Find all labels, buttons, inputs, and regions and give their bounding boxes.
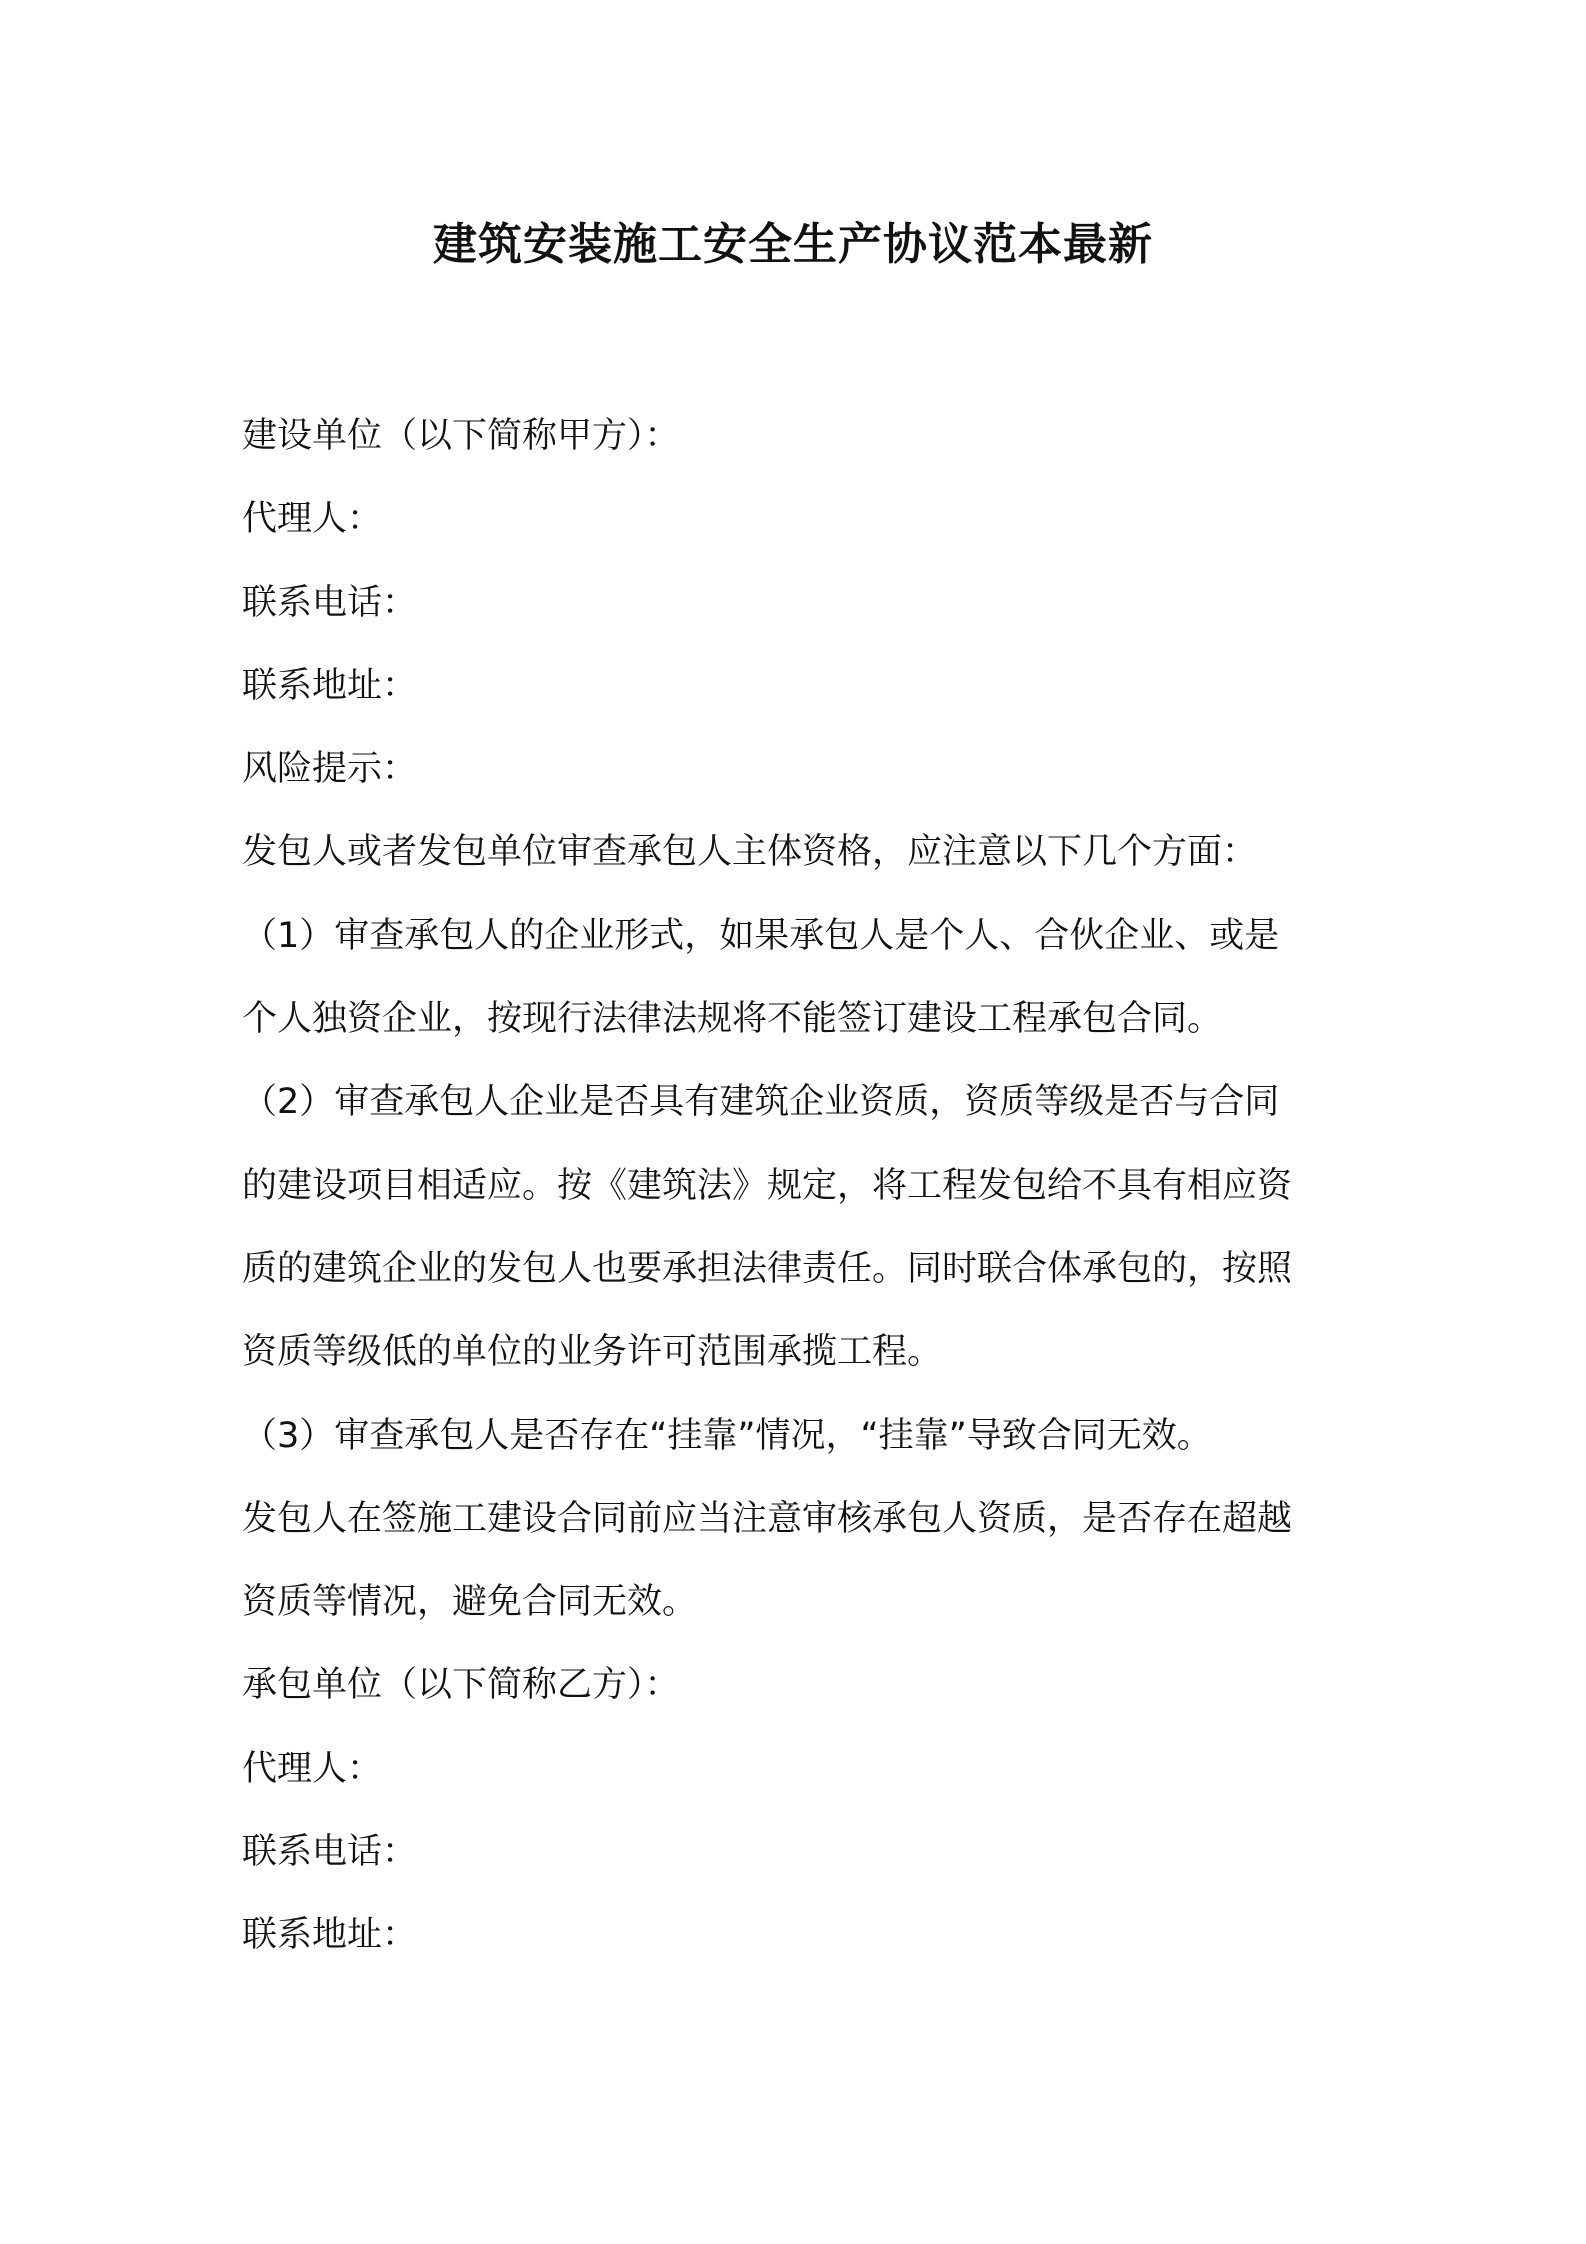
party-b-agent-label: 代理人： — [242, 1748, 383, 1789]
document-body — [242, 404, 1362, 1987]
risk-item-1-line-2: 个人独资企业，按现行法律法规将不能签订建设工程承包合同。 — [242, 999, 1223, 1040]
risk-item-2-line-1: （2）审查承包人企业是否具有建筑企业资质，资质等级是否与合同 — [242, 1082, 1280, 1123]
risk-item-3-line-1: （3）审查承包人是否存在“挂靠”情况，“挂靠”导致合同无效。 — [242, 1415, 1212, 1456]
risk-summary-line-2: 资质等情况，避免合同无效。 — [242, 1582, 698, 1623]
risk-summary-line-1: 发包人在签施工建设合同前应当注意审核承包人资质，是否存在超越 — [242, 1498, 1293, 1539]
party-b-address-label: 联系地址： — [242, 1915, 418, 1956]
risk-item-2-line-2: 的建设项目相适应。按《建筑法》规定，将工程发包给不具有相应资 — [242, 1165, 1293, 1206]
party-a-agent-label: 代理人： — [242, 499, 383, 540]
party-a-label: 建设单位（以下简称甲方）： — [242, 416, 680, 456]
party-b-phone-label: 联系电话： — [242, 1832, 418, 1873]
party-a-address-label: 联系地址： — [242, 665, 418, 706]
risk-item-1-line-1: （1）审查承包人的企业形式，如果承包人是个人、合伙企业、或是 — [242, 915, 1280, 956]
risk-item-2-line-3: 质的建筑企业的发包人也要承担法律责任。同时联合体承包的，按照 — [242, 1248, 1293, 1289]
party-b-label: 承包单位（以下简称乙方）： — [242, 1665, 680, 1706]
party-a-phone-label: 联系电话： — [242, 582, 418, 623]
risk-notice-heading: 风险提示： — [242, 749, 418, 790]
document-title: 建筑安装施工安全生产协议范本最新 — [433, 219, 1153, 270]
risk-notice-intro: 发包人或者发包单位审查承包人主体资格，应注意以下几个方面： — [242, 832, 1258, 873]
risk-item-2-line-4: 资质等级低的单位的业务许可范围承揽工程。 — [242, 1332, 943, 1373]
